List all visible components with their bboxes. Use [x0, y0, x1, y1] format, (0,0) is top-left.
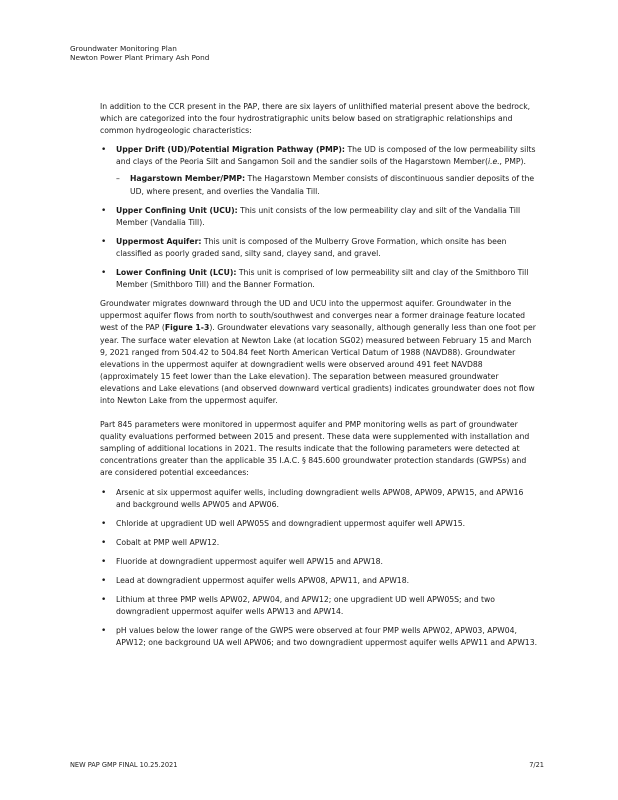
hydrostratigraphic-units-list — [100, 144, 540, 291]
footer-document-id: NEW PAP GMP FINAL 10.25.2021 — [70, 761, 178, 769]
unit-term: Upper Drift (UD)/Potential Migration Pathway (PMP): — [116, 145, 346, 155]
figure-reference: Figure 1-3 — [164, 323, 210, 333]
list-item: • Lead at downgradient uppermost aquifer wells APW08, APW11, and APW18. — [100, 575, 540, 587]
unit-term: Uppermost Aquifer: — [116, 236, 202, 246]
list-item: • Lower Confining Unit (LCU): This unit is comprised of low permeability silt and clay of the Smithboro Till Member (Smithboro Till) and the Banner Formation. — [100, 267, 540, 291]
list-item: • Upper Drift (UD)/Potential Migration Pathway (PMP): The UD is composed of the low permeability silts and clays of the Peoria Silt and Sangamon Soil and the sandier soils of the Hagarstown Member(i.e., PMP). – Hagarstown Member/PMP: The Hagarstown Member consists of discontinuous sandier deposits of the UD, where present, and overlies the Vandalia Till. — [100, 144, 540, 197]
list-item: • Uppermost Aquifer: This unit is composed of the Mulberry Grove Formation, which onsite has been classified as poorly graded sand, silty sand, clayey sand, and gravel. — [100, 236, 540, 260]
list-item: • pH values below the lower range of the GWPS were observed at four PMP wells APW02, APW03, APW04, APW12; one background UA well APW06; and two downgradient uppermost aquifer wells APW11 and APW13. — [100, 625, 540, 649]
unit-term: Upper Confining Unit (UCU): — [116, 205, 238, 215]
footer-page-number: 7/21 — [529, 761, 544, 769]
list-item: • Fluoride at downgradient uppermost aquifer well APW15 and APW18. — [100, 556, 540, 568]
groundwater-flow-paragraph: Groundwater migrates downward through the UD and UCU into the uppermost aquifer. Groundwater in the uppermost aquifer flows from north to south/southwest and converges near a former drainage feature located west of the PAP (Figure 1-3). Groundwater elevations vary seasonally, although generally less than one foot per year. The surface water elevation at Newton Lake (at location SG02) measured between February 15 and March 9, 2021 ranged from 504.42 to 504.84 feet North American Vertical Datum of 1988 (NAVD88). Groundwater elevations in the uppermost aquifer at downgradient wells were observed around 491 feet NAVD88 (approximately 15 feet lower than the Lake elevation). The separation between measured groundwater elevations and Lake elevations (and observed downward vertical gradients) indicates groundwater does not flow into Newton Lake from the uppermost aquifer. — [100, 299, 536, 405]
header-subtitle: Newton Power Plant Primary Ash Pond — [70, 53, 210, 62]
unit-term: Lower Confining Unit (LCU): — [116, 268, 237, 278]
list-item: • Arsenic at six uppermost aquifer wells, including downgradient wells APW08, APW09, APW15, and APW16 and background wells APW05 and APW06. — [100, 487, 540, 511]
list-item: – Hagarstown Member/PMP: The Hagarstown Member consists of discontinuous sandier deposits of the UD, where present, and overlies the Vandalia Till. — [116, 173, 540, 197]
list-item: • Chloride at upgradient UD well APW05S and downgradient uppermost aquifer well APW15. — [100, 518, 540, 530]
list-item: • Upper Confining Unit (UCU): This unit consists of the low permeability clay and silt of the Vandalia Till Member (Vandalia Till). — [100, 205, 540, 229]
page-header — [70, 44, 209, 62]
list-item: • Cobalt at PMP well APW12. — [100, 537, 540, 549]
header-title: Groundwater Monitoring Plan — [70, 44, 177, 53]
unit-term: Hagarstown Member/PMP: — [130, 174, 246, 184]
list-item: • Lithium at three PMP wells APW02, APW04, and APW12; one upgradient UD well APW05S; and two downgradient uppermost aquifer wells APW13 and APW14. — [100, 594, 540, 618]
exceedances-paragraph: Part 845 parameters were monitored in uppermost aquifer and PMP monitoring wells as part of groundwater quality evaluations performed between 2015 and present. These data were supplemented with installation and sampling of additional locations in 2021. The results indicate that the following parameters were detected at concentrations greater than the applicable 35 I.A.C. § 845.600 groundwater protection standards (GWPSs) and are considered potential exceedances: — [100, 420, 530, 478]
sub-list — [116, 173, 540, 197]
exceedances-list — [100, 487, 540, 650]
intro-paragraph: In addition to the CCR present in the PAP, there are six layers of unlithified material present above the bedrock, which are categorized into the four hydrostratigraphic units below based on stratigraphic relationships and common hydrogeologic characteristics: — [100, 102, 531, 136]
document-body — [100, 101, 540, 656]
